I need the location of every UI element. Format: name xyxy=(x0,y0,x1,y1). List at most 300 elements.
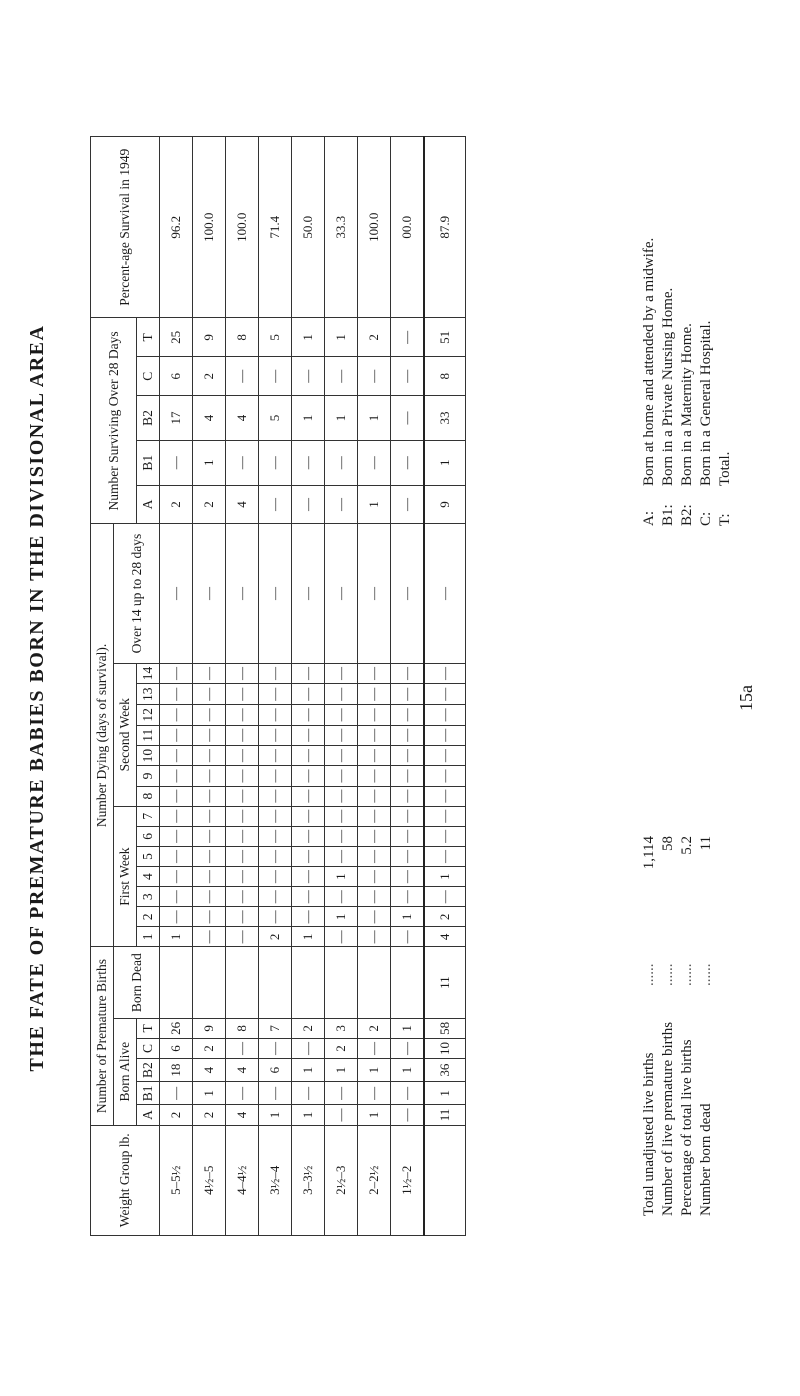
table-row xyxy=(325,137,358,1236)
dying-day-cell: — xyxy=(193,786,226,806)
legend-text: Total. xyxy=(717,451,733,486)
born-alive-cell: 1 xyxy=(193,1082,226,1105)
dying-day-total: — xyxy=(424,806,466,826)
day-header: 1 xyxy=(137,927,160,947)
dying-day-cell: — xyxy=(325,725,358,745)
surviving-cell: — xyxy=(259,485,292,524)
day-header: 14 xyxy=(137,663,160,684)
born-alive-cell: 2 xyxy=(325,1038,358,1058)
dying-day-cell: — xyxy=(325,766,358,786)
over-14-cell: — xyxy=(160,524,193,663)
dying-day-cell: — xyxy=(292,907,325,927)
dying-day-cell: — xyxy=(226,725,259,745)
category-header: T xyxy=(137,318,160,357)
born-alive-cell: 2 xyxy=(292,1018,325,1038)
legend-key: C: xyxy=(698,511,714,526)
dying-day-total: — xyxy=(424,826,466,846)
category-header: B2 xyxy=(137,1059,160,1082)
dying-day-cell: 1 xyxy=(325,867,358,887)
surviving-cell: 9 xyxy=(193,318,226,357)
dying-day-cell: — xyxy=(193,806,226,826)
number-dying-header: Number Dying (days of survival). xyxy=(91,524,114,947)
born-alive-total: 36 xyxy=(424,1059,466,1082)
category-header: B1 xyxy=(137,440,160,485)
dying-day-total: — xyxy=(424,766,466,786)
table-row xyxy=(226,137,259,1236)
born-dead-cell xyxy=(292,947,325,1018)
dying-day-cell: — xyxy=(325,806,358,826)
born-alive-cell: — xyxy=(358,1082,391,1105)
dying-day-cell: — xyxy=(160,846,193,866)
dying-day-cell: — xyxy=(226,766,259,786)
born-alive-total: 11 xyxy=(424,1105,466,1125)
born-alive-cell: 9 xyxy=(193,1018,226,1038)
dying-day-cell: — xyxy=(226,663,259,684)
category-header: B1 xyxy=(137,1082,160,1105)
dying-day-cell: — xyxy=(193,745,226,766)
born-alive-cell: 3 xyxy=(325,1018,358,1038)
page-title: THE FATE OF PREMATURE BABIES BORN IN THE DIVISIONAL AREA xyxy=(26,324,48,1072)
stat-dots: ...... xyxy=(641,963,657,986)
dying-day-total: — xyxy=(424,705,466,726)
surviving-cell: — xyxy=(160,440,193,485)
dying-day-cell: — xyxy=(226,846,259,866)
stat-value: 58 xyxy=(660,836,676,851)
dying-day-cell: — xyxy=(325,684,358,705)
stat-row xyxy=(659,836,678,1216)
born-alive-cell: 6 xyxy=(160,1038,193,1058)
dying-day-cell: — xyxy=(226,745,259,766)
stat-dots: ...... xyxy=(679,963,695,986)
born-alive-cell: 2 xyxy=(193,1105,226,1125)
dying-day-cell: — xyxy=(160,887,193,907)
dying-day-cell: — xyxy=(358,766,391,786)
born-alive-cell: 2 xyxy=(160,1105,193,1125)
dying-day-cell: — xyxy=(391,745,425,766)
legend-item xyxy=(640,238,659,526)
premature-births-header: Number of Premature Births xyxy=(91,947,114,1125)
born-alive-cell: — xyxy=(358,1038,391,1058)
surviving-total: 33 xyxy=(424,396,466,441)
surviving-cell: 4 xyxy=(226,396,259,441)
stat-label: Total unadjusted live births xyxy=(641,1052,657,1216)
surviving-cell: 5 xyxy=(259,318,292,357)
dying-day-cell: — xyxy=(325,887,358,907)
dying-day-cell: — xyxy=(391,846,425,866)
dying-day-cell: — xyxy=(325,846,358,866)
born-alive-header: Born Alive xyxy=(114,1018,137,1125)
born-alive-cell: 1 xyxy=(358,1059,391,1082)
surviving-cell: 2 xyxy=(358,318,391,357)
surviving-total: 8 xyxy=(424,357,466,396)
dying-day-cell: — xyxy=(193,907,226,927)
dying-day-cell: — xyxy=(259,766,292,786)
born-dead-total: 11 xyxy=(424,947,466,1018)
dying-day-cell: — xyxy=(226,806,259,826)
born-dead-cell xyxy=(259,947,292,1018)
weight-group-header: Weight Group lb. xyxy=(91,1125,160,1235)
dying-day-cell: — xyxy=(259,826,292,846)
weight-cell: 2½–3 xyxy=(325,1125,358,1235)
surviving-cell: 1 xyxy=(325,318,358,357)
dying-day-cell: — xyxy=(325,826,358,846)
legend-item xyxy=(716,238,735,526)
surviving-cell: 1 xyxy=(358,485,391,524)
dying-day-cell: 1 xyxy=(391,907,425,927)
born-alive-cell: 1 xyxy=(259,1105,292,1125)
weight-cell xyxy=(424,1125,466,1235)
dying-day-cell: — xyxy=(292,786,325,806)
born-alive-cell: — xyxy=(226,1038,259,1058)
stat-label: Percentage of total live births xyxy=(679,1039,695,1216)
weight-cell: 1½–2 xyxy=(391,1125,425,1235)
stat-label: Number born dead xyxy=(698,1103,714,1216)
dying-day-cell: — xyxy=(259,725,292,745)
dying-day-total: — xyxy=(424,887,466,907)
surviving-cell: 1 xyxy=(292,396,325,441)
born-dead-cell xyxy=(358,947,391,1018)
stat-dots: ...... xyxy=(698,963,714,986)
dying-day-total: — xyxy=(424,786,466,806)
legend-text: Born in a General Hospital. xyxy=(698,320,714,486)
surviving-cell: 25 xyxy=(160,318,193,357)
dying-day-cell: — xyxy=(259,745,292,766)
dying-day-cell: — xyxy=(391,927,425,947)
born-alive-cell: — xyxy=(226,1082,259,1105)
weight-cell: 2–2½ xyxy=(358,1125,391,1235)
dying-day-cell: — xyxy=(391,766,425,786)
dying-day-cell: — xyxy=(160,663,193,684)
stat-label: Number of live premature births xyxy=(660,1021,676,1216)
surviving-cell: — xyxy=(259,357,292,396)
born-alive-cell: 18 xyxy=(160,1059,193,1082)
dying-day-cell: — xyxy=(259,705,292,726)
born-alive-cell: — xyxy=(160,1082,193,1105)
dying-day-cell: — xyxy=(292,806,325,826)
dying-day-cell: — xyxy=(325,705,358,726)
born-alive-total: 10 xyxy=(424,1038,466,1058)
dying-day-cell: — xyxy=(160,786,193,806)
born-alive-cell: 4 xyxy=(193,1059,226,1082)
dying-day-cell: 2 xyxy=(259,927,292,947)
over-14-cell: — xyxy=(292,524,325,663)
dying-day-cell: — xyxy=(193,887,226,907)
surviving-cell: 2 xyxy=(193,357,226,396)
legend-key: A: xyxy=(641,511,657,526)
legend-item xyxy=(678,238,697,526)
dying-day-cell: — xyxy=(391,806,425,826)
born-alive-cell: — xyxy=(325,1105,358,1125)
dying-day-cell: — xyxy=(358,663,391,684)
over-14-cell: — xyxy=(226,524,259,663)
born-alive-cell: 1 xyxy=(292,1105,325,1125)
dying-day-cell: — xyxy=(391,867,425,887)
dying-day-cell: — xyxy=(292,846,325,866)
dying-day-cell: — xyxy=(325,927,358,947)
dying-day-cell: — xyxy=(226,867,259,887)
born-alive-cell: — xyxy=(292,1082,325,1105)
dying-day-total: — xyxy=(424,745,466,766)
over-14-cell: — xyxy=(193,524,226,663)
born-dead-cell xyxy=(193,947,226,1018)
day-header: 8 xyxy=(137,786,160,806)
dying-day-cell: — xyxy=(226,786,259,806)
day-header: 4 xyxy=(137,867,160,887)
day-header: 13 xyxy=(137,684,160,705)
surviving-cell: 1 xyxy=(358,396,391,441)
first-week-header: First Week xyxy=(114,806,137,947)
surviving-cell: — xyxy=(358,440,391,485)
day-header: 9 xyxy=(137,766,160,786)
dying-day-cell: — xyxy=(358,725,391,745)
dying-day-cell: — xyxy=(292,705,325,726)
weight-cell: 5–5½ xyxy=(160,1125,193,1235)
dying-day-cell: — xyxy=(259,887,292,907)
dying-day-cell: — xyxy=(259,786,292,806)
surviving-cell: 1 xyxy=(325,396,358,441)
born-dead-cell xyxy=(160,947,193,1018)
dying-day-cell: — xyxy=(292,826,325,846)
surviving-cell: 8 xyxy=(226,318,259,357)
dying-day-cell: — xyxy=(391,684,425,705)
dying-day-cell: 1 xyxy=(325,907,358,927)
dying-day-cell: — xyxy=(160,766,193,786)
dying-day-cell: — xyxy=(226,907,259,927)
legend-key: T: xyxy=(717,513,733,526)
table-row xyxy=(259,137,292,1236)
dying-day-cell: — xyxy=(358,887,391,907)
dying-day-cell: — xyxy=(391,826,425,846)
stat-value: 5.2 xyxy=(679,836,695,855)
dying-day-cell: — xyxy=(226,705,259,726)
surviving-cell: — xyxy=(226,357,259,396)
dying-day-cell: — xyxy=(193,663,226,684)
dying-day-total: — xyxy=(424,684,466,705)
weight-cell: 3½–4 xyxy=(259,1125,292,1235)
dying-day-total: — xyxy=(424,725,466,745)
born-alive-total: 1 xyxy=(424,1082,466,1105)
surviving-cell: 4 xyxy=(226,485,259,524)
percentage-header: Percent-age Survival in 1949 xyxy=(91,137,160,318)
dying-day-cell: — xyxy=(292,887,325,907)
stat-row xyxy=(697,836,716,1216)
surviving-cell: — xyxy=(325,357,358,396)
born-alive-cell: 8 xyxy=(226,1018,259,1038)
surviving-cell: 2 xyxy=(193,485,226,524)
percentage-cell: 33.3 xyxy=(325,137,358,318)
percentage-cell: 00.0 xyxy=(391,137,425,318)
surviving-cell: — xyxy=(391,396,425,441)
table-row xyxy=(292,137,325,1236)
dying-day-total: 1 xyxy=(424,867,466,887)
dying-day-cell: — xyxy=(391,705,425,726)
born-dead-cell xyxy=(226,947,259,1018)
legend-key: B1: xyxy=(660,504,676,526)
born-alive-cell: 1 xyxy=(391,1059,425,1082)
dying-day-cell: — xyxy=(193,867,226,887)
surviving-cell: — xyxy=(226,440,259,485)
born-alive-total: 58 xyxy=(424,1018,466,1038)
surviving-cell: — xyxy=(292,357,325,396)
dying-day-cell: — xyxy=(358,806,391,826)
dying-day-total: 2 xyxy=(424,907,466,927)
stat-row xyxy=(678,836,697,1216)
day-header: 10 xyxy=(137,745,160,766)
day-header: 11 xyxy=(137,725,160,745)
dying-day-cell: — xyxy=(193,766,226,786)
surviving-cell: — xyxy=(391,485,425,524)
over-14-cell: — xyxy=(391,524,425,663)
table-row xyxy=(358,137,391,1236)
over-14-total: — xyxy=(424,524,466,663)
surviving-cell: — xyxy=(391,318,425,357)
born-alive-cell: — xyxy=(325,1082,358,1105)
dying-day-cell: — xyxy=(358,684,391,705)
dying-day-cell: — xyxy=(160,907,193,927)
surviving-total: 51 xyxy=(424,318,466,357)
legend-item xyxy=(659,238,678,526)
dying-day-cell: — xyxy=(193,684,226,705)
dying-day-cell: — xyxy=(391,663,425,684)
day-header: 6 xyxy=(137,826,160,846)
born-alive-cell: 2 xyxy=(193,1038,226,1058)
stat-row xyxy=(640,836,659,1216)
surviving-cell: — xyxy=(358,357,391,396)
dying-day-cell: — xyxy=(358,705,391,726)
category-header: A xyxy=(137,1105,160,1125)
dying-day-cell: — xyxy=(325,663,358,684)
dying-day-cell: — xyxy=(358,846,391,866)
over-14-cell: — xyxy=(259,524,292,663)
dying-day-cell: — xyxy=(259,684,292,705)
legend-key: B2: xyxy=(679,504,695,526)
surviving-cell: — xyxy=(391,357,425,396)
percentage-cell: 100.0 xyxy=(193,137,226,318)
surviving-cell: — xyxy=(292,485,325,524)
stat-value: 11 xyxy=(698,836,714,851)
dying-day-cell: — xyxy=(358,927,391,947)
dying-day-cell: — xyxy=(160,867,193,887)
percentage-total: 87.9 xyxy=(424,137,466,318)
born-alive-cell: — xyxy=(259,1082,292,1105)
surviving-cell: 5 xyxy=(259,396,292,441)
dying-day-cell: — xyxy=(160,725,193,745)
dying-day-cell: — xyxy=(259,907,292,927)
over-14-cell: — xyxy=(325,524,358,663)
dying-day-cell: — xyxy=(358,907,391,927)
table-row xyxy=(193,137,226,1236)
dying-day-cell: — xyxy=(160,806,193,826)
born-alive-cell: 2 xyxy=(358,1018,391,1038)
legend xyxy=(640,238,735,526)
premature-births-table xyxy=(90,136,466,1236)
born-alive-cell: 1 xyxy=(358,1105,391,1125)
dying-day-cell: — xyxy=(226,887,259,907)
dying-day-cell: — xyxy=(193,826,226,846)
surviving-cell: 1 xyxy=(193,440,226,485)
born-alive-cell: 1 xyxy=(391,1018,425,1038)
born-dead-cell xyxy=(391,947,425,1018)
category-header: C xyxy=(137,357,160,396)
born-alive-cell: — xyxy=(391,1082,425,1105)
percentage-cell: 100.0 xyxy=(358,137,391,318)
day-header: 12 xyxy=(137,705,160,726)
dying-day-cell: — xyxy=(259,806,292,826)
day-header: 3 xyxy=(137,887,160,907)
over-14-header: Over 14 up to 28 days xyxy=(114,524,160,663)
percentage-cell: 96.2 xyxy=(160,137,193,318)
dying-day-cell: — xyxy=(358,745,391,766)
dying-day-cell: — xyxy=(391,887,425,907)
born-alive-cell: 4 xyxy=(226,1105,259,1125)
born-alive-cell: 1 xyxy=(292,1059,325,1082)
dying-day-cell: — xyxy=(358,786,391,806)
summary-stats xyxy=(640,836,716,1216)
dying-day-cell: — xyxy=(160,826,193,846)
weight-cell: 3–3½ xyxy=(292,1125,325,1235)
percentage-cell: 100.0 xyxy=(226,137,259,318)
born-alive-cell: 1 xyxy=(325,1059,358,1082)
dying-day-cell: — xyxy=(160,745,193,766)
born-dead-cell xyxy=(325,947,358,1018)
day-header: 7 xyxy=(137,806,160,826)
born-alive-cell: 26 xyxy=(160,1018,193,1038)
surviving-cell: — xyxy=(292,440,325,485)
percentage-cell: 50.0 xyxy=(292,137,325,318)
born-alive-cell: 4 xyxy=(226,1059,259,1082)
dying-day-cell: — xyxy=(160,705,193,726)
dying-day-cell: — xyxy=(259,663,292,684)
legend-text: Born in a Private Nursing Home. xyxy=(660,287,676,486)
second-week-header: Second Week xyxy=(114,663,137,806)
surviving-cell: — xyxy=(325,485,358,524)
day-header: 2 xyxy=(137,907,160,927)
table-row xyxy=(391,137,425,1236)
stat-dots: ...... xyxy=(660,963,676,986)
surviving-cell: 6 xyxy=(160,357,193,396)
dying-day-total: — xyxy=(424,846,466,866)
dying-day-cell: 1 xyxy=(160,927,193,947)
legend-item xyxy=(697,238,716,526)
category-header: C xyxy=(137,1038,160,1058)
dying-day-cell: — xyxy=(259,846,292,866)
weight-cell: 4–4½ xyxy=(226,1125,259,1235)
dying-day-cell: — xyxy=(160,684,193,705)
surviving-header: Number Surviving Over 28 Days xyxy=(91,318,137,524)
table-row xyxy=(160,137,193,1236)
day-header: 5 xyxy=(137,846,160,866)
surviving-cell: — xyxy=(325,440,358,485)
surviving-total: 9 xyxy=(424,485,466,524)
surviving-cell: 2 xyxy=(160,485,193,524)
dying-day-cell: — xyxy=(391,725,425,745)
surviving-cell: 17 xyxy=(160,396,193,441)
dying-day-cell: — xyxy=(226,684,259,705)
category-header: A xyxy=(137,485,160,524)
dying-day-cell: — xyxy=(292,663,325,684)
dying-day-cell: — xyxy=(292,766,325,786)
dying-day-total: 4 xyxy=(424,927,466,947)
born-alive-cell: 7 xyxy=(259,1018,292,1038)
over-14-cell: — xyxy=(358,524,391,663)
dying-day-cell: — xyxy=(292,867,325,887)
legend-text: Born in a Maternity Home. xyxy=(679,323,695,486)
surviving-total: 1 xyxy=(424,440,466,485)
dying-day-cell: — xyxy=(325,786,358,806)
dying-day-total: — xyxy=(424,663,466,684)
dying-day-cell: — xyxy=(193,725,226,745)
category-header: T xyxy=(137,1018,160,1038)
